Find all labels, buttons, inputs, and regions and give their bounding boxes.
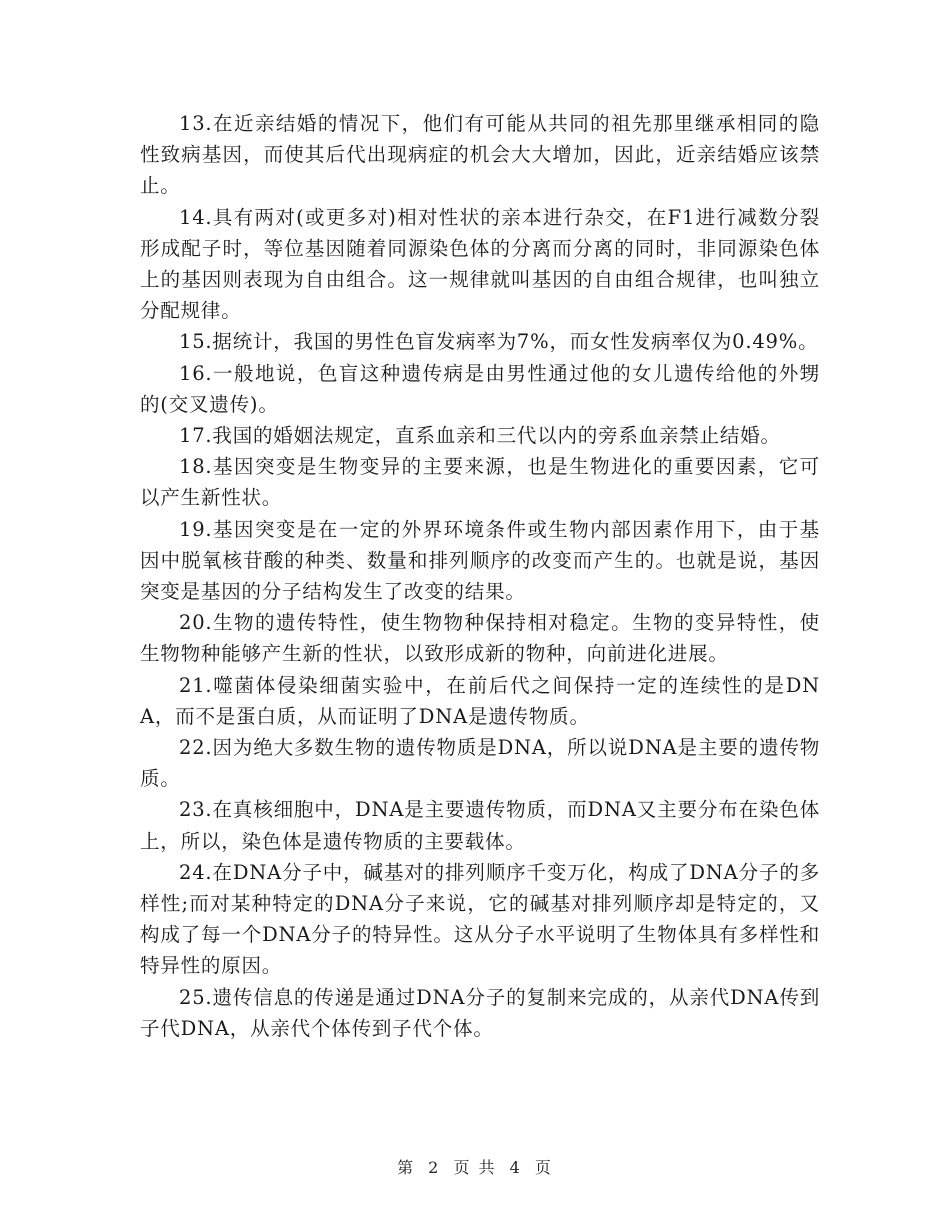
paragraph-14: 14.具有两对(或更多对)相对性状的亲本进行杂交，在F1进行减数分裂形成配子时，等位基因随着同源染色体的分离而分离的同时，非同源染色体上的基因则表现为自由组合。这一规律就叫基因的自由组合规律，也叫独立分配规律。 [140, 205, 820, 323]
paragraph-23: 23.在真核细胞中，DNA是主要遗传物质，而DNA又主要分布在染色体上，所以，染色体是遗传物质的主要载体。 [140, 798, 820, 853]
document-body [140, 108, 820, 1044]
footer-middle: 页 共 [453, 1158, 497, 1177]
paragraph-16: 16.一般地说，色盲这种遗传病是由男性通过他的女儿遗传给他的外甥的(交叉遗传)。 [140, 361, 820, 416]
paragraph-17: 17.我国的婚姻法规定，直系血亲和三代以内的旁系血亲禁止结婚。 [179, 424, 781, 448]
paragraph-22: 22.因为绝大多数生物的遗传物质是DNA，所以说DNA是主要的遗传物质。 [140, 736, 820, 791]
paragraph-25: 25.遗传信息的传递是通过DNA分子的复制来完成的，从亲代DNA传到子代DNA，从亲代个体传到子代个体。 [140, 985, 820, 1040]
page-footer [0, 1155, 950, 1178]
footer-total-pages: 4 [509, 1158, 522, 1177]
paragraph-19: 19.基因突变是在一定的外界环境条件或生物内部因素作用下，由于基因中脱氧核苷酸的种类、数量和排列顺序的改变而产生的。也就是说，基因突变是基因的分子结构发生了改变的结果。 [140, 517, 820, 604]
paragraph-24: 24.在DNA分子中，碱基对的排列顺序千变万化，构成了DNA分子的多样性;而对某种特定的DNA分子来说，它的碱基对排列顺序却是特定的，又构成了每一个DNA分子的特异性。这从分子水平说明了生物体具有多样性和特异性的原因。 [140, 860, 820, 978]
footer-page-number: 2 [428, 1158, 441, 1177]
paragraph-20: 20.生物的遗传特性，使生物物种保持相对稳定。生物的变异特性，使生物物种能够产生新的性状，以致形成新的物种，向前进化进展。 [140, 611, 820, 666]
paragraph-21: 21.噬菌体侵染细菌实验中，在前后代之间保持一定的连续性的是DNA，而不是蛋白质，从而证明了DNA是遗传物质。 [140, 673, 820, 728]
paragraph-15: 15.据统计，我国的男性色盲发病率为7%，而女性发病率仅为0.49%。 [179, 330, 819, 354]
footer-suffix: 页 [534, 1158, 553, 1177]
footer-prefix: 第 [397, 1158, 416, 1177]
paragraph-18: 18.基因突变是生物变异的主要来源，也是生物进化的重要因素，它可以产生新性状。 [140, 455, 820, 510]
paragraph-13: 13.在近亲结婚的情况下，他们有可能从共同的祖先那里继承相同的隐性致病基因，而使其后代出现病症的机会大大增加，因此，近亲结婚应该禁止。 [140, 112, 820, 198]
